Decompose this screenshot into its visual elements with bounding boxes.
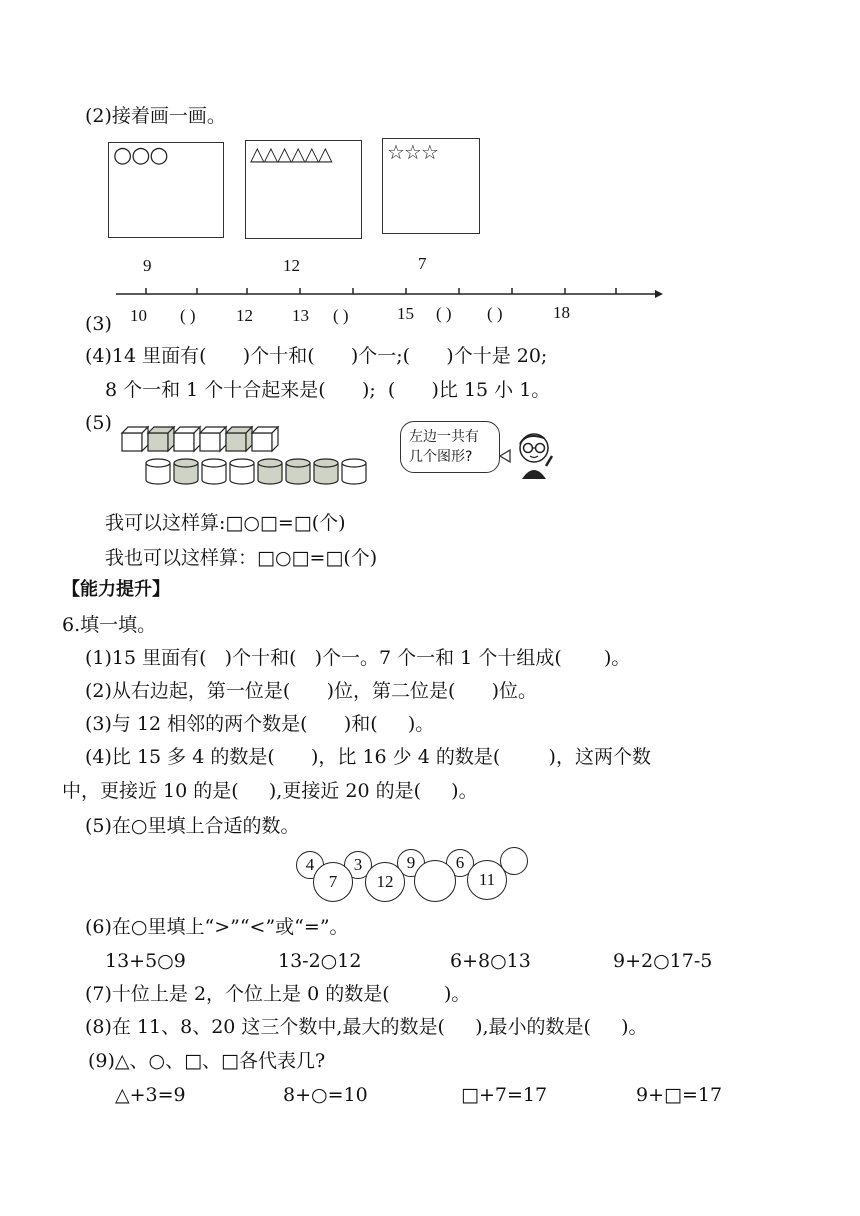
- compare-2: 13-2○12: [278, 950, 362, 972]
- equation-4: 9+□=17: [636, 1084, 723, 1106]
- circle-7: 7: [313, 862, 353, 902]
- star-shapes: ☆☆☆: [387, 140, 438, 164]
- circle-11: 11: [467, 860, 507, 900]
- q6-s6: (6)在○里填上“>”“<”或“=”。: [85, 916, 349, 938]
- triangle-shapes: △△△△△△: [250, 143, 332, 165]
- nl-label-10: 10: [130, 306, 147, 325]
- q6-s1: (1)15 里面有( )个十和( )个一。7 个一和 1 个十组成( )。: [85, 647, 631, 669]
- bubble-line2: 几个图形?: [409, 449, 473, 465]
- q5-label: (5): [85, 412, 112, 434]
- calc-line1: 我可以这样算:□○□=□(个): [105, 512, 346, 534]
- q6-s9: (9)△、○、□、□各代表几?: [88, 1050, 326, 1072]
- q6-title: 6.填一填。: [62, 614, 157, 636]
- q2-label: (2)接着画一画。: [85, 105, 226, 127]
- q6-s8: (8)在 11、8、20 这三个数中,最大的数是( ),最小的数是( )。: [85, 1016, 648, 1038]
- shapes-picture: [118, 424, 368, 488]
- cartoon-kid-icon: [498, 428, 562, 482]
- box-number-3: 7: [418, 254, 427, 273]
- compare-1: 13+5○9: [105, 950, 186, 972]
- nl-blank-4[interactable]: ( ): [487, 304, 503, 323]
- number-line: [110, 282, 670, 304]
- q4-line1: (4)14 里面有( )个十和( )个一;( )个十是 20;: [85, 345, 548, 367]
- circle-4: 4: [296, 851, 324, 879]
- section-title: 【能力提升】: [62, 579, 170, 600]
- circle-12: 12: [365, 862, 405, 902]
- equation-3: □+7=17: [461, 1084, 548, 1106]
- speech-bubble: [400, 421, 500, 473]
- q6-s7: (7)十位上是 2，个位上是 0 的数是( )。: [85, 983, 471, 1005]
- q6-s3: (3)与 12 相邻的两个数是( )和( )。: [85, 713, 435, 735]
- circle-blank-large[interactable]: [414, 860, 456, 902]
- nl-label-12: 12: [236, 306, 253, 325]
- circle-3: 3: [344, 851, 372, 879]
- q3-label: (3): [85, 313, 112, 335]
- q6-s5: (5)在○里填上合适的数。: [85, 815, 300, 837]
- drawing-box-stars[interactable]: [382, 138, 480, 234]
- circle-shapes: ○○○: [113, 143, 168, 168]
- bubble-line1: 左边一共有: [409, 429, 479, 445]
- equation-2: 8+○=10: [283, 1084, 368, 1106]
- q4-line2: 8 个一和 1 个十合起来是( ); ( )比 15 小 1。: [105, 379, 551, 401]
- q6-s4-line1: (4)比 15 多 4 的数是( )，比 16 少 4 的数是( )，这两个数: [85, 746, 651, 768]
- nl-label-13: 13: [292, 306, 309, 325]
- box-number-1: 9: [143, 256, 152, 275]
- nl-label-15: 15: [397, 304, 414, 323]
- calc-line2: 我也可以这样算：□○□=□(个): [105, 547, 378, 569]
- circle-6: 6: [446, 849, 474, 877]
- drawing-box-triangles[interactable]: [245, 140, 362, 239]
- compare-4: 9+2○17-5: [613, 950, 713, 972]
- compare-3: 6+8○13: [450, 950, 531, 972]
- nl-blank-1[interactable]: ( ): [180, 306, 196, 325]
- circle-9: 9: [397, 849, 425, 877]
- nl-blank-2[interactable]: ( ): [333, 306, 349, 325]
- equation-1: △+3=9: [115, 1084, 186, 1106]
- drawing-box-circles[interactable]: [108, 142, 224, 238]
- q6-s4-line2: 中，更接近 10 的是( ),更接近 20 的是( )。: [62, 780, 478, 802]
- nl-label-18: 18: [553, 303, 570, 322]
- q6-s2: (2)从右边起，第一位是( )位，第二位是( )位。: [85, 680, 538, 702]
- nl-blank-3[interactable]: ( ): [436, 304, 452, 323]
- box-number-2: 12: [283, 256, 300, 275]
